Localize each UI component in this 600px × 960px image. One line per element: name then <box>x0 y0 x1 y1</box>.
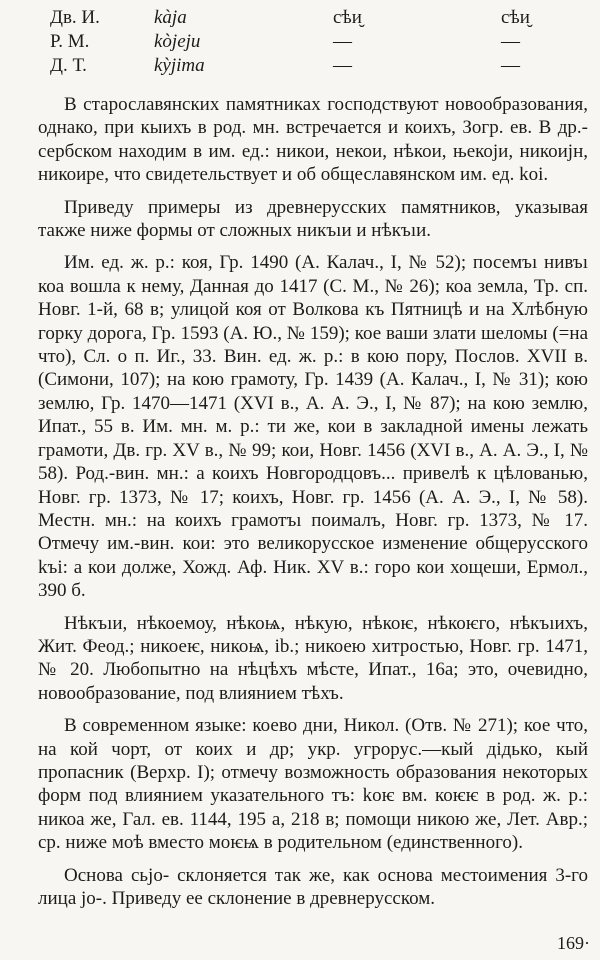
table-row <box>50 54 590 78</box>
form-cell: kỳjima <box>154 55 205 76</box>
form-cell: kòjeju <box>154 31 201 52</box>
form-cell: — <box>501 31 520 52</box>
declension-table <box>50 6 590 78</box>
paragraph: Нѣкъıи, нѣкоемоу, нѣкоѩ, нѣкую, нѣкоѥ, нѣкоѥго, нѣкъıихъ, Жит. Феод.; никоеѥ, никоѩ, ib.; никоею хитростью, Новг. гр. 1471, № 20. Любопытно на нѣцѣхъ мѣсте, Ипат., 16а; это, очевидно, новообразование, под влиянием тѣхъ. <box>38 612 588 704</box>
case-label: Р. М. <box>50 31 90 52</box>
form-cell: — <box>333 31 352 52</box>
table-row <box>50 30 590 54</box>
form-cell: — <box>501 55 520 76</box>
paragraph: Им. ед. ж. р.: коя, Гр. 1490 (А. Калач., I, № 52); посемъı нивъı коа вошла к нему, Данная до 1417 (С. М., № 26); коа земла, Тр. сп. Новг. 1-й, 68 в; улицой коя от Волкова къ Пятницѣ и на Хлѣбную горку дорога, Гр. 1593 (А. Ю., № 159); кое ваши злати шеломы (=на что), Сл. о п. Иг., 33. Вин. ед. ж. р.: в кою пору, Послов. XVII в. (Симони, 107); на кою грамоту, Гр. 1439 (А. Калач., I, № 31); кою землю, Гр. 1470—1471 (XVI в., А. А. Э., I, № 87); на кою землю, Ипат., 55 в. Им. мн. м. р.: ти же, кои в закладной имены лежать грамоти, Дв. гр. XV в., № 99; кои, Новг. 1456 (XVI в., А. А. Э., I, № 58). Род.-вин. мн.: а коихъ Новгородцовъ... привелѣ к цѣлованью, Новг. гр. 1373, № 17; коихъ, Новг. гр. 1456 (А. А. Э., I, № 58). Местн. мн.: на коихъ грамотъı поималъ, Новг. гр. 1373, № 17. Отмечу им.-вин. кои: это великорусское изменение общерусского kъi: а кои долже, Хожд. Аф. Ник. XV в.: горо кои хощеши, Ермол., 390 б. <box>38 252 588 602</box>
case-label: Дв. И. <box>50 7 100 28</box>
body-text <box>38 93 588 919</box>
form-cell: kàja <box>154 7 187 28</box>
paragraph: Основа сьjо- склоняется так же, как основа местоимения 3-го лица jo-. Приведу ее склонение в древнерусском. <box>38 864 588 909</box>
paragraph: В современном языке: коево дни, Никол. (Отв. № 271); кое что, на кой чорт, от коих и др; укр. угрорус.—кый дідько, кый пропасник (Верхр. I); отмечу возможность образования некоторых форм под влиянием указательного тъ: kоѥ вм. коѥѥ в род. ж. р.: никоа же, Гал. ев. 1144, 195 а, 218 в; помощи никою же, Лет. Авр.; ср. ниже моѣ вместо моѥѩ в родительном (единственного). <box>38 715 588 854</box>
paragraph: В старославянских памятниках господствуют новообразования, однако, при кыихъ в род. мн. встречается и коихъ, Зогр. ев. В др.-сербском находим в им. ед.: никои, некои, нѣкои, њекоји, никоијн, никоире, что свидетельствует и об общеславянском им. ед. koi. <box>38 94 588 186</box>
case-label: Д. Т. <box>50 55 87 76</box>
form-cell: — <box>333 55 352 76</box>
table-row <box>50 6 590 30</box>
form-cell: сѣи̮ <box>333 7 362 28</box>
page-number: 169· <box>557 933 590 953</box>
form-cell: сѣи̮ <box>501 7 530 28</box>
paragraph: Приведу примеры из древнерусских памятников, указывая также ниже формы от сложных никъıи и нѣкъıи. <box>38 196 588 242</box>
